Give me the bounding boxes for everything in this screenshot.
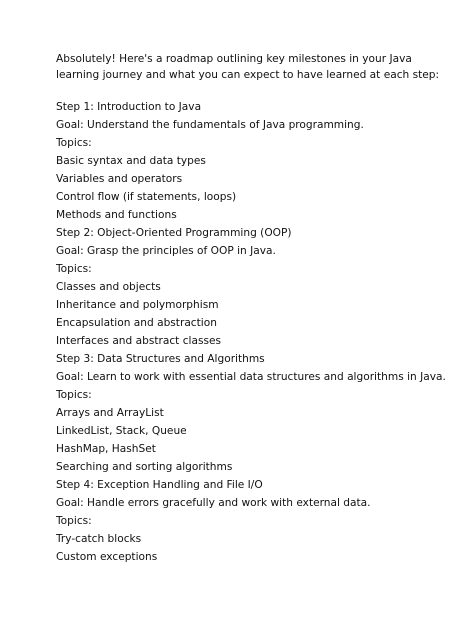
topic-item: Control flow (if statements, loops) (56, 191, 237, 203)
topic-item: Interfaces and abstract classes (56, 335, 222, 347)
goal-line: Goal: Learn to work with essential data structures and algorithms in Java. (56, 371, 446, 383)
topics-label: Topics: (56, 515, 92, 527)
topic-item: Basic syntax and data types (56, 155, 206, 167)
topic-item: Variables and operators (56, 173, 183, 185)
topic-item: Searching and sorting algorithms (56, 461, 233, 473)
intro-line: learning journey and what you can expect to have learned at each step: (56, 68, 440, 81)
topics-label: Topics: (56, 389, 92, 401)
step-heading: Step 3: Data Structures and Algorithms (56, 353, 265, 365)
goal-line: Goal: Handle errors gracefully and work with external data. (56, 497, 371, 509)
topics-label: Topics: (56, 263, 92, 275)
topic-item: LinkedList, Stack, Queue (56, 425, 187, 437)
topics-label: Topics: (56, 137, 92, 149)
roadmap-lines (56, 98, 446, 566)
topic-item: Try-catch blocks (56, 533, 142, 545)
topic-item: Arrays and ArrayList (56, 407, 164, 419)
topic-item: HashMap, HashSet (56, 443, 156, 455)
topic-item: Classes and objects (56, 281, 161, 293)
goal-line: Goal: Grasp the principles of OOP in Java. (56, 245, 276, 257)
topic-item: Encapsulation and abstraction (56, 317, 217, 329)
intro-line: Absolutely! Here's a roadmap outlining key milestones in your Java (56, 53, 412, 65)
step-heading: Step 2: Object-Oriented Programming (OOP) (56, 227, 292, 239)
topic-item: Methods and functions (56, 209, 177, 221)
step-heading: Step 1: Introduction to Java (56, 101, 202, 113)
topic-item: Inheritance and polymorphism (56, 299, 219, 311)
topic-item: Custom exceptions (56, 551, 158, 563)
goal-line: Goal: Understand the fundamentals of Java programming. (56, 119, 364, 131)
step-heading: Step 4: Exception Handling and File I/O (56, 479, 263, 491)
intro-paragraph (56, 52, 456, 83)
